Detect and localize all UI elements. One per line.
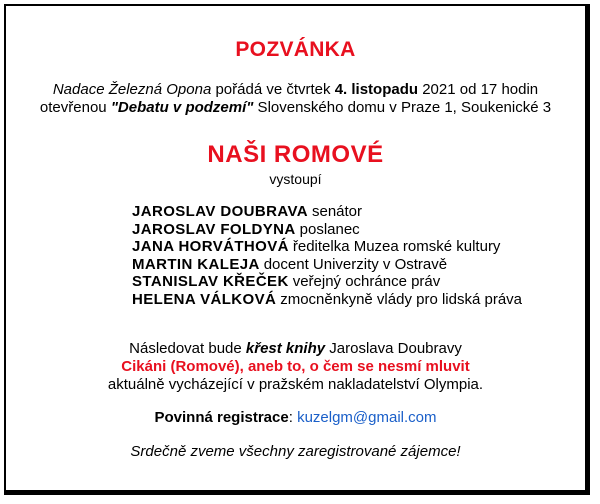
- subtitle: vystoupí: [269, 171, 322, 187]
- intro-text-c: otevřenou: [39, 99, 111, 116]
- speaker-item: [132, 256, 522, 274]
- speaker-role: docent Univerzity v Ostravě: [263, 255, 448, 273]
- speaker-role: senátor: [311, 203, 363, 220]
- speaker-item: [132, 221, 522, 239]
- invitation-title: POZVÁNKA: [235, 38, 356, 61]
- speaker-role: veřejný ochránce práv: [292, 273, 441, 290]
- speaker-item: [132, 203, 522, 221]
- speaker-name: JANA HORVÁTHOVÁ: [132, 238, 289, 255]
- headline: NAŠI ROMOVÉ: [207, 141, 384, 168]
- intro-line-2: [6, 99, 585, 116]
- registration-separator: :: [288, 409, 298, 426]
- intro-text-b: 2021 od 17 hodin: [418, 81, 539, 98]
- book-text-b: Jaroslava Doubravy: [325, 340, 462, 357]
- speaker-name: HELENA VÁLKOVÁ: [132, 290, 277, 308]
- speaker-item: [132, 238, 522, 256]
- speaker-name: STANISLAV KŘEČEK: [132, 273, 289, 290]
- speaker-item: [132, 291, 522, 309]
- closing-line: Srdečně zveme všechny zaregistrované zájemce!: [130, 443, 461, 460]
- event-date: 4. listopadu: [334, 81, 419, 98]
- invitation-card: [4, 4, 590, 495]
- book-text-a: Následovat bude: [129, 340, 246, 357]
- registration-email-link[interactable]: kuzelgm@gmail.com: [297, 409, 437, 426]
- book-publisher: aktuálně vycházející v pražském nakladatelství Olympia.: [107, 376, 484, 393]
- registration-label: Povinná registrace: [154, 409, 289, 426]
- speaker-name: JAROSLAV DOUBRAVA: [132, 203, 308, 220]
- speaker-role: poslanec: [299, 220, 360, 238]
- intro-text-a: pořádá ve čtvrtek: [211, 81, 335, 98]
- book-line-1: [6, 340, 585, 357]
- organizer-name: Nadace Železná Opona: [52, 81, 212, 98]
- speaker-list: [132, 203, 522, 308]
- speaker-name: MARTIN KALEJA: [132, 255, 260, 273]
- speaker-role: ředitelka Muzea romské kultury: [292, 238, 501, 255]
- intro-line-1: [6, 81, 585, 98]
- book-title: Cikáni (Romové), aneb to, o čem se nesmí mluvit: [121, 358, 470, 375]
- speaker-name: JAROSLAV FOLDYNA: [132, 220, 296, 238]
- speaker-item: [132, 273, 522, 291]
- registration-line: [6, 409, 585, 426]
- speaker-role: zmocněnkyně vlády pro lidská práva: [280, 290, 523, 308]
- book-launch: křest knihy: [245, 340, 326, 357]
- event-name: "Debatu v podzemí": [110, 99, 254, 116]
- event-location: Slovenského domu v Praze 1, Soukenické 3: [253, 99, 552, 116]
